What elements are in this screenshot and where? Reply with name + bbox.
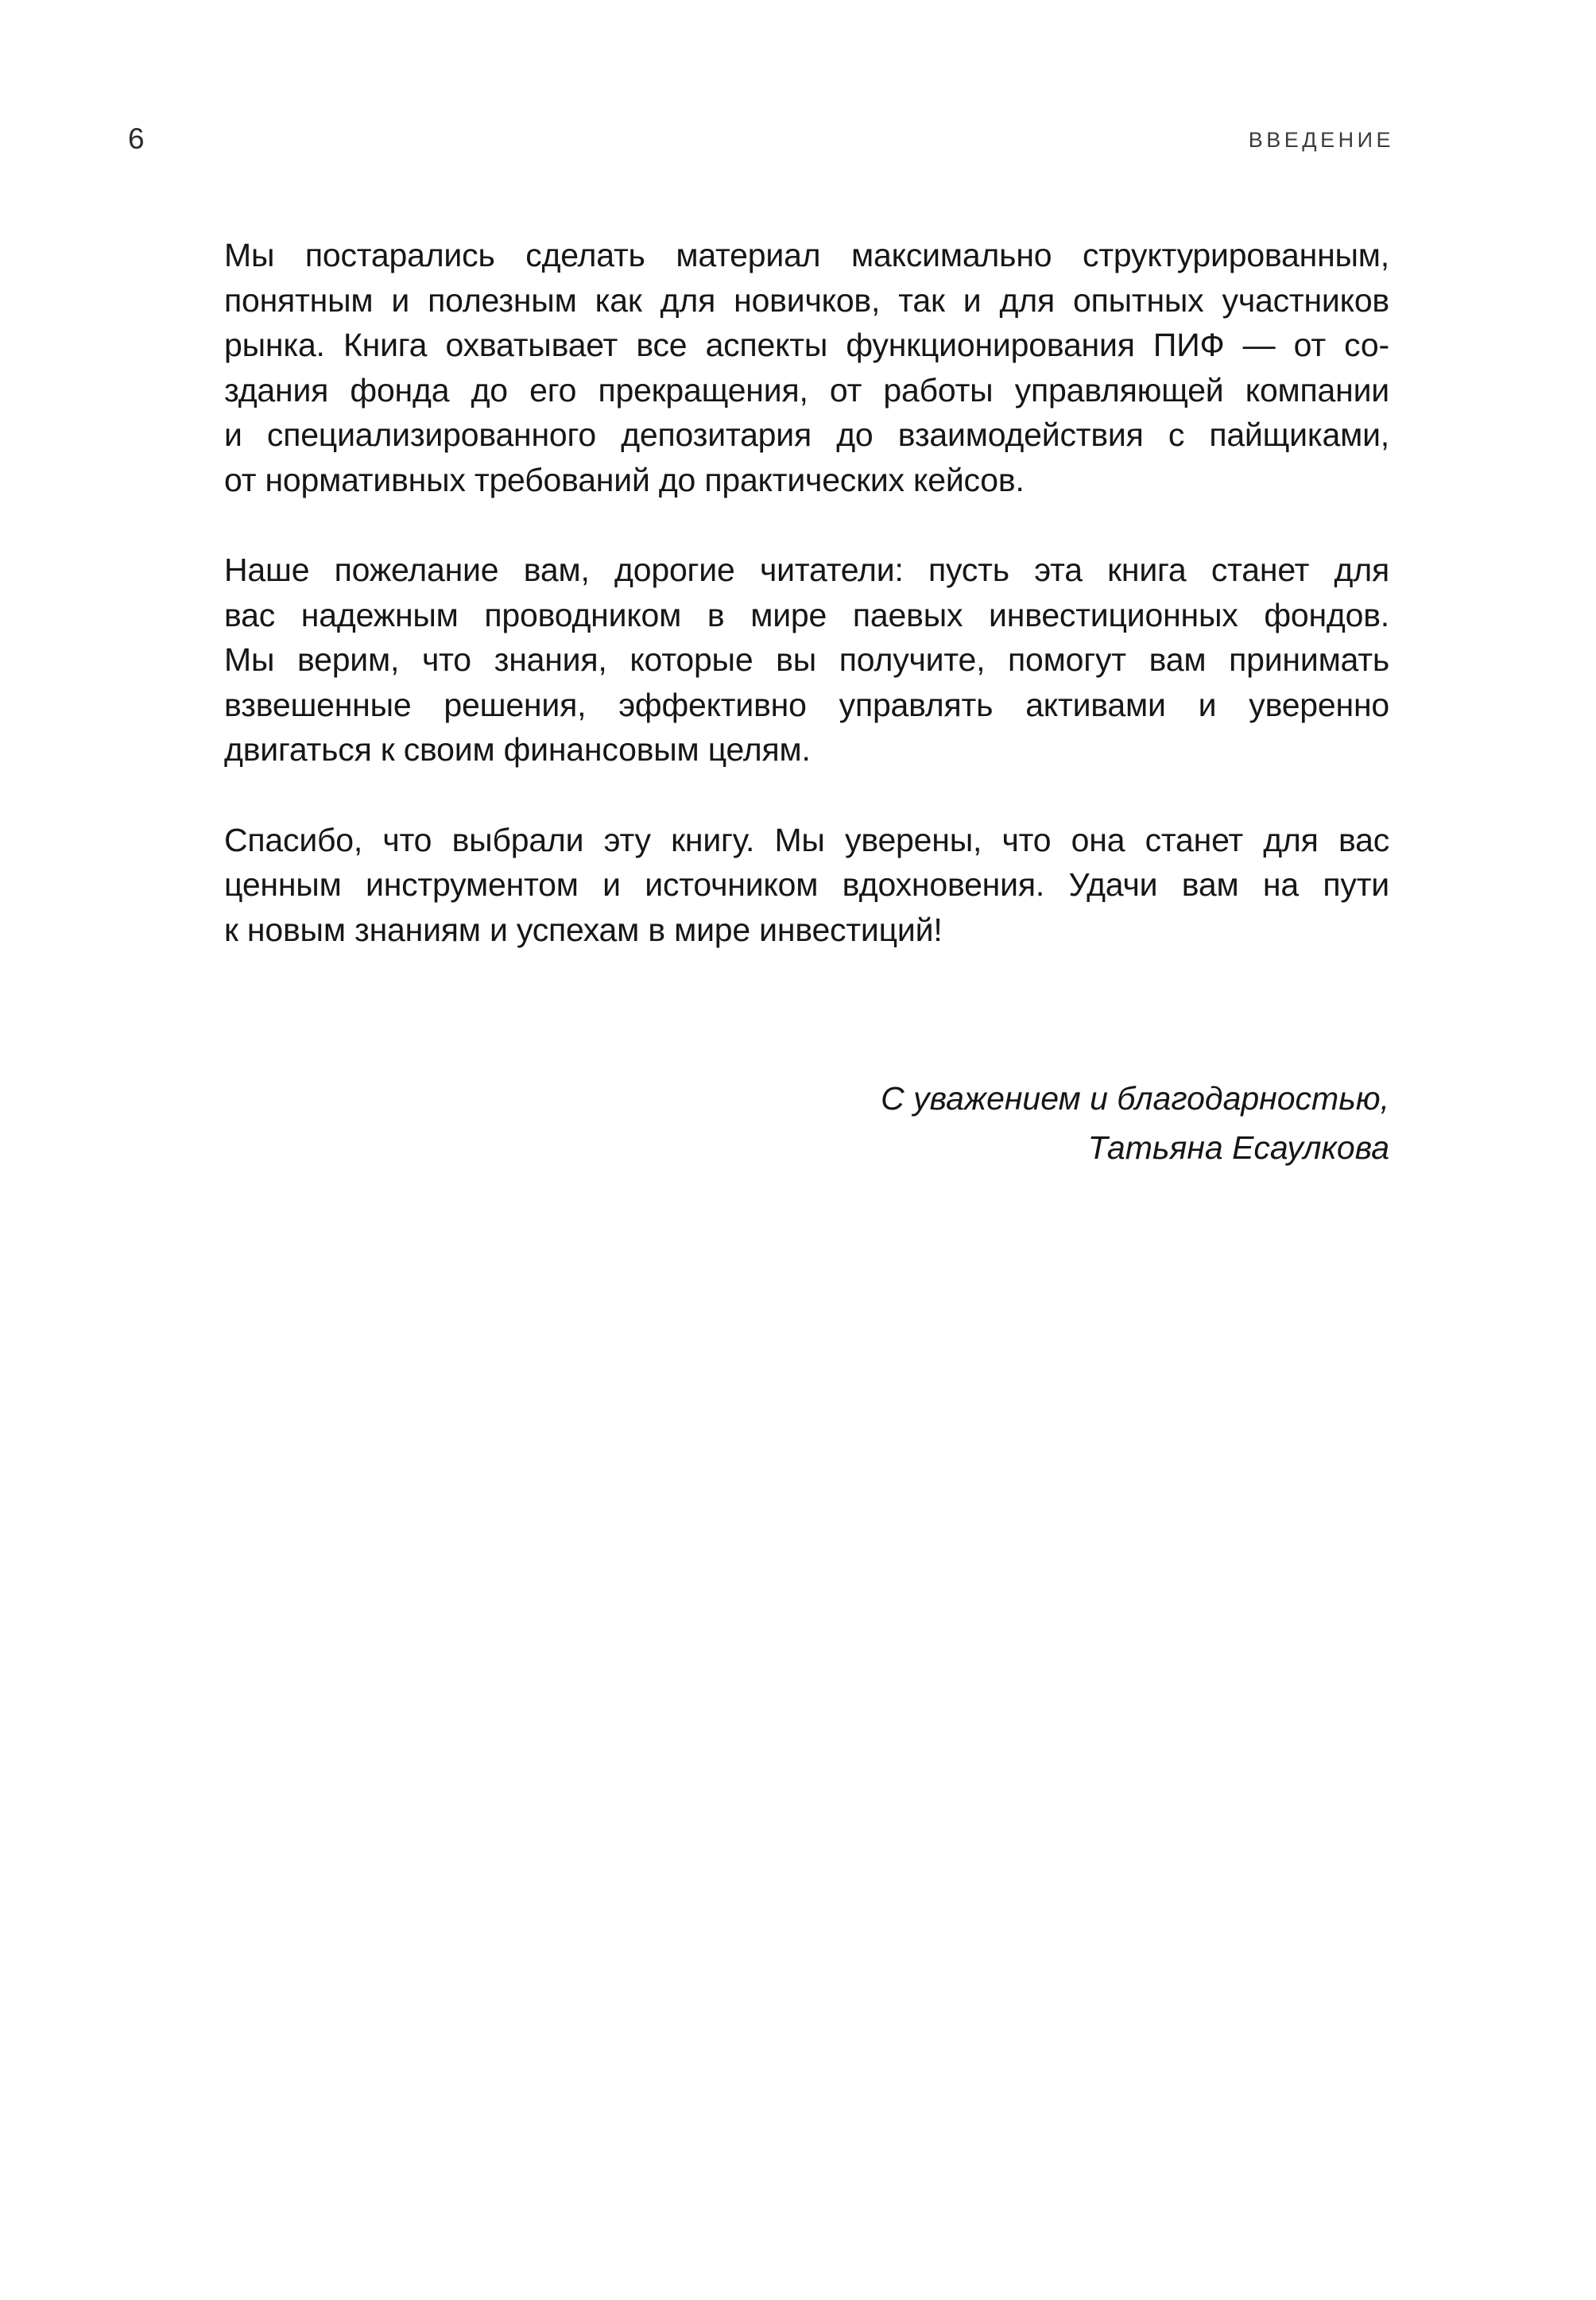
text-line: здания фонда до его прекращения, от работы управляющей компании — [224, 371, 1389, 409]
paragraph — [224, 233, 1389, 502]
text-line: Спасибо, что выбрали эту книгу. Мы уверены, что она станет для вас — [224, 821, 1389, 858]
text-line: Мы верим, что знания, которые вы получите, помогут вам принимать — [224, 641, 1389, 678]
signature-line-2: Татьяна Есаулкова — [1087, 1129, 1389, 1166]
text-line: Наше пожелание вам, дорогие читатели: пусть эта книга станет для — [224, 552, 1389, 588]
text-line: рынка. Книга охватывает все аспекты функционирования ПИФ — от со- — [224, 327, 1389, 363]
paragraph — [224, 818, 1389, 953]
text-line: Мы постарались сделать материал максимально структурированным, — [224, 237, 1389, 273]
running-header: ВВЕДЕНИЕ — [1248, 128, 1394, 152]
text-line: от нормативных требований до практических кейсов. — [224, 461, 1025, 498]
text-line: ценным инструментом и источником вдохновения. Удачи вам на пути — [224, 866, 1389, 903]
signature-block — [224, 1074, 1389, 1172]
text-line: и специализированного депозитария до взаимодействия с пайщиками, — [224, 416, 1389, 453]
paragraphs-container — [224, 233, 1389, 952]
text-block — [224, 233, 1389, 1172]
text-line: взвешенные решения, эффективно управлять активами и уверенно — [224, 686, 1389, 723]
text-line: к новым знаниям и успехам в мире инвестиций! — [224, 911, 943, 948]
paragraph — [224, 548, 1389, 772]
text-line: двигаться к своим финансовым целям. — [224, 731, 811, 768]
text-line: вас надежным проводником в мире паевых инвестиционных фондов. — [224, 596, 1389, 633]
text-line: понятным и полезным как для новичков, так и для опытных участников — [224, 281, 1389, 319]
page-number: 6 — [128, 122, 145, 155]
signature-line-1: С уважением и благодарностью, — [881, 1080, 1389, 1117]
